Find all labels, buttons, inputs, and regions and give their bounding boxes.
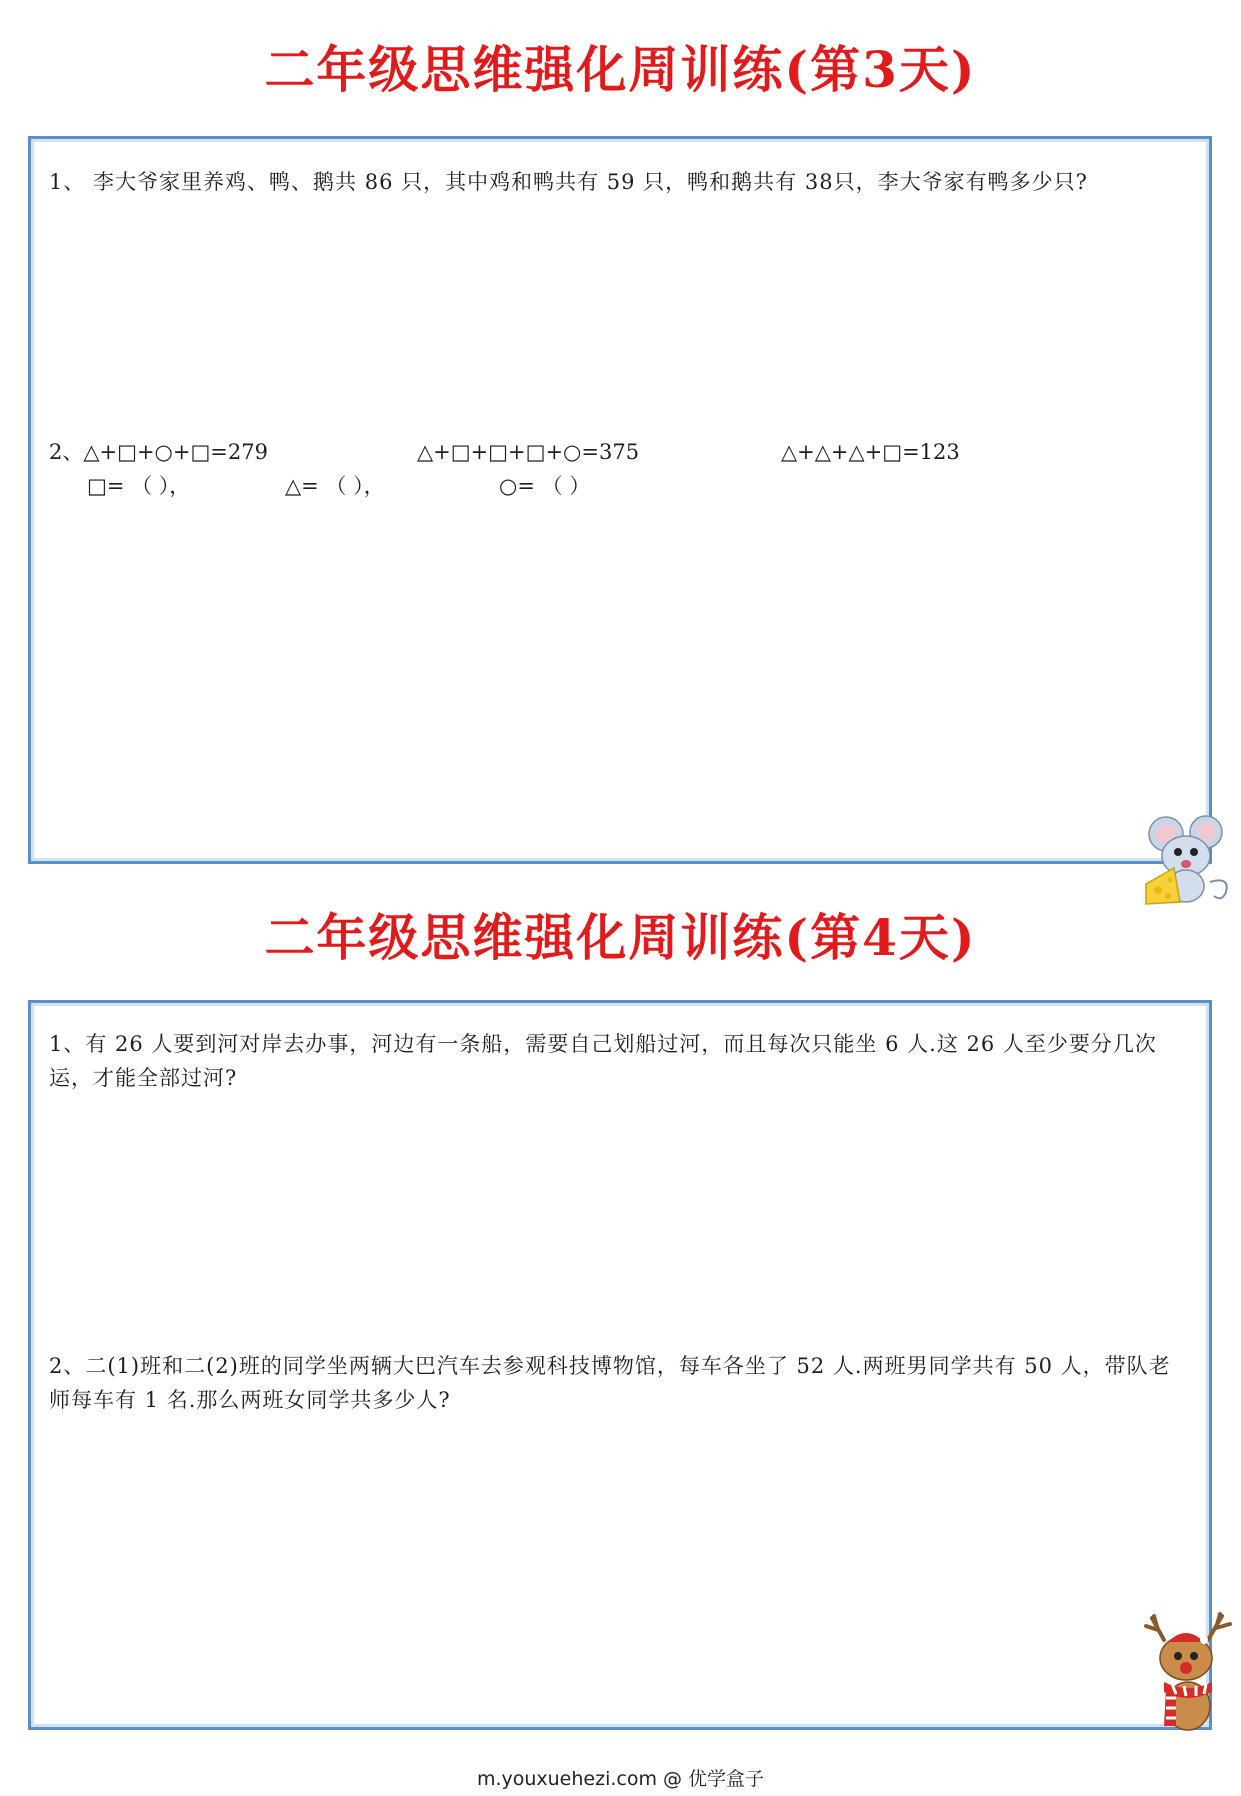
equation-2: △+□+□+□+○=375 [417, 440, 640, 464]
answer-triangle: △= （ ）， [285, 474, 385, 498]
day4-question-1: 1、有 26 人要到河对岸去办事，河边有一条船，需要自己划船过河，而且每次只能坐 6 人.这 26 人至少要分几次运，才能全部过河? [49, 1032, 1157, 1090]
equation-1: 2、△+□+○+□=279 [49, 440, 268, 464]
answer-circle: ○= （ ） [499, 474, 591, 498]
footer-source: m.youxuehezi.com @ 优学盒子 [476, 1768, 765, 1790]
reindeer-with-scarf-icon [1142, 1610, 1234, 1734]
day3-question-2-equations [49, 435, 1189, 469]
day4-question-2: 2、二(1)班和二(2)班的同学坐两辆大巴汽车去参观科技博物馆，每车各坐了 52 人.两班男同学共有 50 人，带队老师每车有 1 名.那么两班女同学共多少人? [49, 1354, 1171, 1412]
day3-title: 二年级思维强化周训练(第3天) [264, 40, 977, 99]
mouse-with-cheese-icon [1140, 812, 1236, 908]
day4-title: 二年级思维强化周训练(第4天) [264, 908, 977, 967]
day3-question-2-answers [49, 469, 1189, 503]
day3-question-1: 1、 李大爷家里养鸡、鸭、鹅共 86 只，其中鸡和鸭共有 59 只，鸭和鹅共有 38只，李大爷家有鸭多少只? [49, 170, 1088, 194]
answer-square: □= （ ）， [87, 474, 191, 498]
day4-question-box [28, 1000, 1212, 1730]
equation-3: △+△+△+□=123 [781, 440, 960, 464]
day3-question-box [28, 136, 1212, 864]
